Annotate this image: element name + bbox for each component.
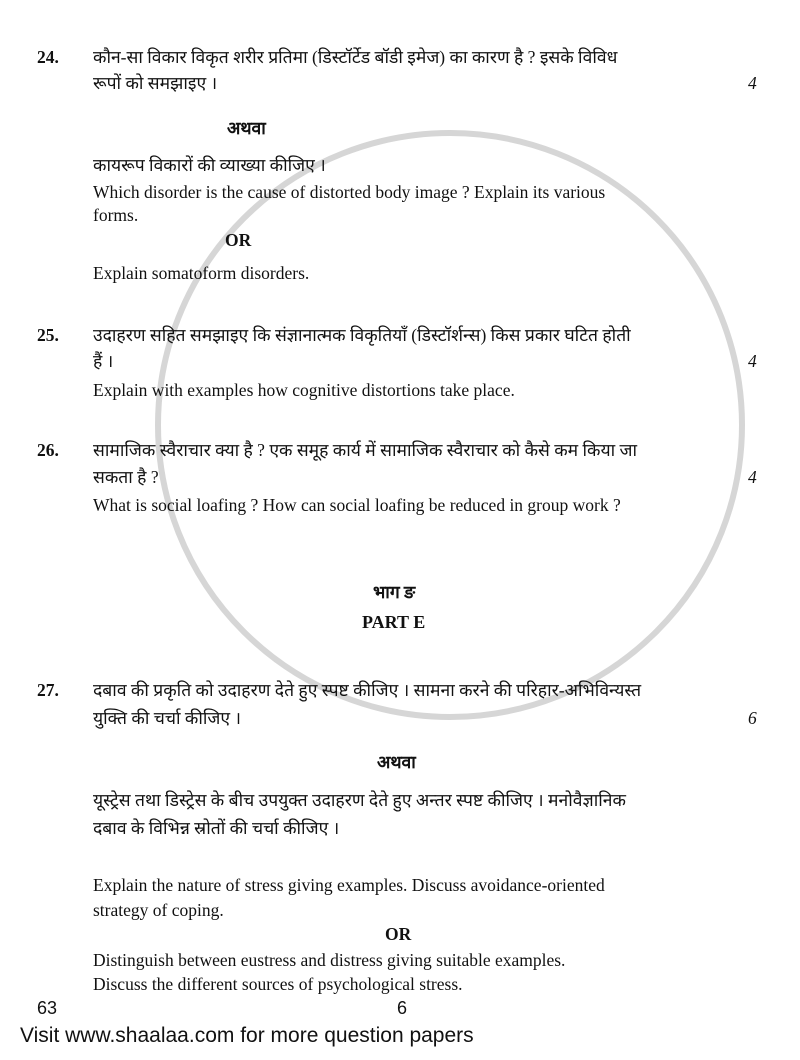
visit-shaalaa-link[interactable]: Visit www.shaalaa.com for more question papers <box>20 1024 474 1047</box>
question-hindi-line: दबाव की प्रकृति को उदाहरण देते हुए स्पष्ट कीजिए । सामना करने की परिहार-अभिविन्यस्त <box>93 680 642 700</box>
part-heading-english: PART E <box>362 612 426 632</box>
question-marks: 4 <box>748 73 757 93</box>
question-hindi-line: उदाहरण सहित समझाइए कि संज्ञानात्मक विकृतियाँ (डिस्टॉर्शन्स) किस प्रकार घटित होती <box>93 325 631 345</box>
question-english-line: Explain the nature of stress giving examples. Discuss avoidance-oriented <box>93 875 605 895</box>
question-marks: 4 <box>748 351 757 371</box>
question-number: 27. <box>37 680 59 700</box>
question-hindi-line: हैं । <box>93 351 114 371</box>
or-hindi: अथवा <box>377 752 416 772</box>
question-english-line: What is social loafing ? How can social loafing be reduced in group work ? <box>93 495 621 515</box>
question-hindi-line: रूपों को समझाइए । <box>93 73 218 93</box>
part-heading-hindi: भाग ङ <box>373 582 416 602</box>
question-marks: 6 <box>748 708 757 728</box>
question-number: 24. <box>37 47 59 67</box>
question-english-line: Which disorder is the cause of distorted body image ? Explain its various <box>93 182 606 202</box>
question-number: 26. <box>37 440 59 460</box>
question-marks: 4 <box>748 467 757 487</box>
question-english-line: Explain with examples how cognitive distortions take place. <box>93 380 515 400</box>
alternative-english: Explain somatoform disorders. <box>93 263 310 283</box>
question-hindi-line: युक्ति की चर्चा कीजिए । <box>93 708 242 728</box>
alternative-hindi-line: यूस्ट्रेस तथा डिस्ट्रेस के बीच उपयुक्त उदाहरण देते हुए अन्तर स्पष्ट कीजिए । मनोवैज्ञानिक <box>93 790 626 810</box>
alternative-hindi-line: दबाव के विभिन्न स्रोतों की चर्चा कीजिए । <box>93 818 340 838</box>
question-english-line: forms. <box>93 205 139 225</box>
watermark-circle <box>155 130 745 720</box>
or-english: OR <box>385 924 412 944</box>
question-hindi-line: सकता है ? <box>93 467 159 487</box>
or-english: OR <box>225 230 252 250</box>
alternative-hindi: कायरूप विकारों की व्याख्या कीजिए । <box>93 155 326 175</box>
paper-code: 63 <box>37 998 58 1018</box>
question-hindi-line: कौन-सा विकार विकृत शरीर प्रतिमा (डिस्टॉर्टेड बॉडी इमेज) का कारण है ? इसके विविध <box>93 47 618 67</box>
alternative-english-line: Discuss the different sources of psychological stress. <box>93 974 463 994</box>
page-number: 6 <box>397 998 408 1018</box>
question-hindi-line: सामाजिक स्वैराचार क्या है ? एक समूह कार्य में सामाजिक स्वैराचार को कैसे कम किया जा <box>93 440 638 460</box>
question-number: 25. <box>37 325 59 345</box>
or-hindi: अथवा <box>227 118 266 138</box>
question-english-line: strategy of coping. <box>93 900 224 920</box>
alternative-english-line: Distinguish between eustress and distress giving suitable examples. <box>93 950 566 970</box>
